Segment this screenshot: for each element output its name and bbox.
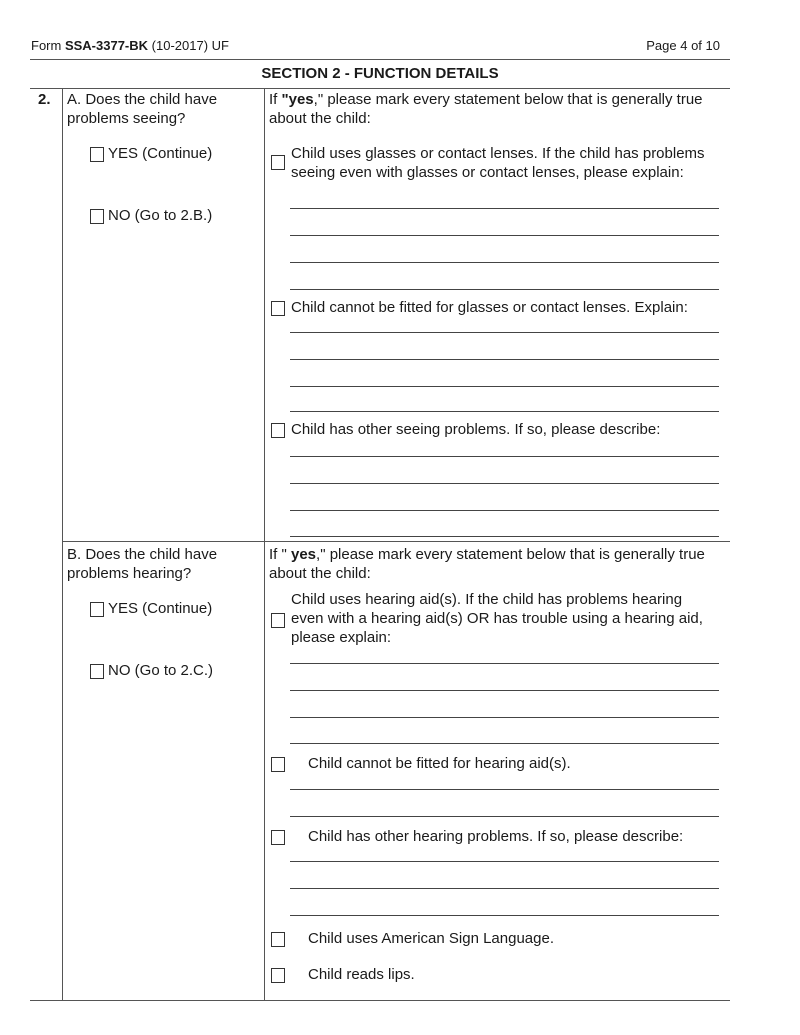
other-hearing-describe-line[interactable] [290,888,719,889]
seeing-yes-label: YES (Continue) [108,145,213,162]
glasses-explain-line[interactable] [290,262,719,263]
hearing-yes-label: YES (Continue) [108,600,213,617]
cannot-fit-glasses-text: Child cannot be fitted for glasses or contact lenses. Explain: [291,299,688,316]
hearing-aid-explain-line[interactable] [290,663,719,664]
reads-lips-checkbox[interactable] [271,968,285,983]
glasses-text-line1: Child uses glasses or contact lenses. If the child has problems [291,145,705,162]
hearing-yes-checkbox[interactable] [90,602,104,617]
column-divider [264,88,265,1000]
cannot-fit-explain-line[interactable] [290,359,719,360]
hearing-aid-explain-line[interactable] [290,690,719,691]
seeing-yes-checkbox[interactable] [90,147,104,162]
intro-bold: "yes [281,91,314,108]
cannot-fit-hearing-line[interactable] [290,816,719,817]
form-suffix: (10-2017) UF [148,38,229,53]
sign-language-text: Child uses American Sign Language. [308,930,554,947]
seeing-intro-line2: about the child: [269,110,371,127]
seeing-intro-line1 [269,90,703,109]
question-a-line1: A. Does the child have [67,91,218,108]
other-hearing-checkbox[interactable] [271,830,285,845]
hearing-aid-explain-line[interactable] [290,743,719,744]
form-prefix: Form [31,38,65,53]
reads-lips-text: Child reads lips. [308,966,415,983]
hearing-intro-line2: about the child: [269,565,371,582]
sign-language-checkbox[interactable] [271,932,285,947]
seeing-no-label: NO (Go to 2.B.) [108,207,213,224]
page-number: Page 4 of 10 [646,38,720,53]
cannot-fit-explain-line[interactable] [290,386,719,387]
other-seeing-text: Child has other seeing problems. If so, please describe: [291,421,661,438]
hearing-aid-text-line2: even with a hearing aid(s) OR has trouble using a hearing aid, [291,610,703,627]
header-divider [30,59,730,60]
glasses-explain-line[interactable] [290,289,719,290]
other-hearing-describe-line[interactable] [290,861,719,862]
glasses-explain-line[interactable] [290,235,719,236]
intro-prefix: If [269,91,282,108]
cannot-fit-hearing-aid-text: Child cannot be fitted for hearing aid(s). [308,755,571,772]
cannot-fit-hearing-line[interactable] [290,789,719,790]
table-top-border [30,88,730,89]
cannot-fit-explain-line[interactable] [290,332,719,333]
question-b-line2: problems hearing? [67,565,192,582]
intro-suffix: ," please mark every statement below that is generally true [316,546,705,563]
other-seeing-describe-line[interactable] [290,483,719,484]
form-number: SSA-3377-BK [64,38,149,53]
glasses-explain-line[interactable] [290,208,719,209]
intro-bold: yes [291,546,317,563]
question-number: 2. [38,91,51,108]
other-hearing-describe-line[interactable] [290,915,719,916]
intro-prefix: If " [269,546,291,563]
hearing-aid-text-line1: Child uses hearing aid(s). If the child has problems hearing [291,591,683,608]
other-seeing-describe-line[interactable] [290,536,719,537]
question-b-line1: B. Does the child have [67,546,218,563]
column-divider [62,88,63,1000]
section-title: SECTION 2 - FUNCTION DETAILS [261,65,499,82]
cannot-fit-hearing-aid-checkbox[interactable] [271,757,285,772]
glasses-checkbox[interactable] [271,155,285,170]
other-seeing-checkbox[interactable] [271,423,285,438]
hearing-aid-checkbox[interactable] [271,613,285,628]
intro-suffix: ," please mark every statement below that is generally true [313,91,703,108]
part-divider [62,541,730,542]
other-seeing-describe-line[interactable] [290,510,719,511]
question-a-line2: problems seeing? [67,110,186,127]
hearing-intro-line1 [269,545,705,564]
cannot-fit-glasses-checkbox[interactable] [271,301,285,316]
cannot-fit-explain-line[interactable] [290,411,719,412]
hearing-no-checkbox[interactable] [90,664,104,679]
table-bottom-border [30,1000,730,1001]
seeing-no-checkbox[interactable] [90,209,104,224]
glasses-text-line2: seeing even with glasses or contact lenses, please explain: [291,164,684,181]
hearing-aid-text-line3: please explain: [291,629,392,646]
other-seeing-describe-line[interactable] [290,456,719,457]
other-hearing-text: Child has other hearing problems. If so, please describe: [308,828,684,845]
hearing-no-label: NO (Go to 2.C.) [108,662,214,679]
form-id [31,36,229,55]
hearing-aid-explain-line[interactable] [290,717,719,718]
